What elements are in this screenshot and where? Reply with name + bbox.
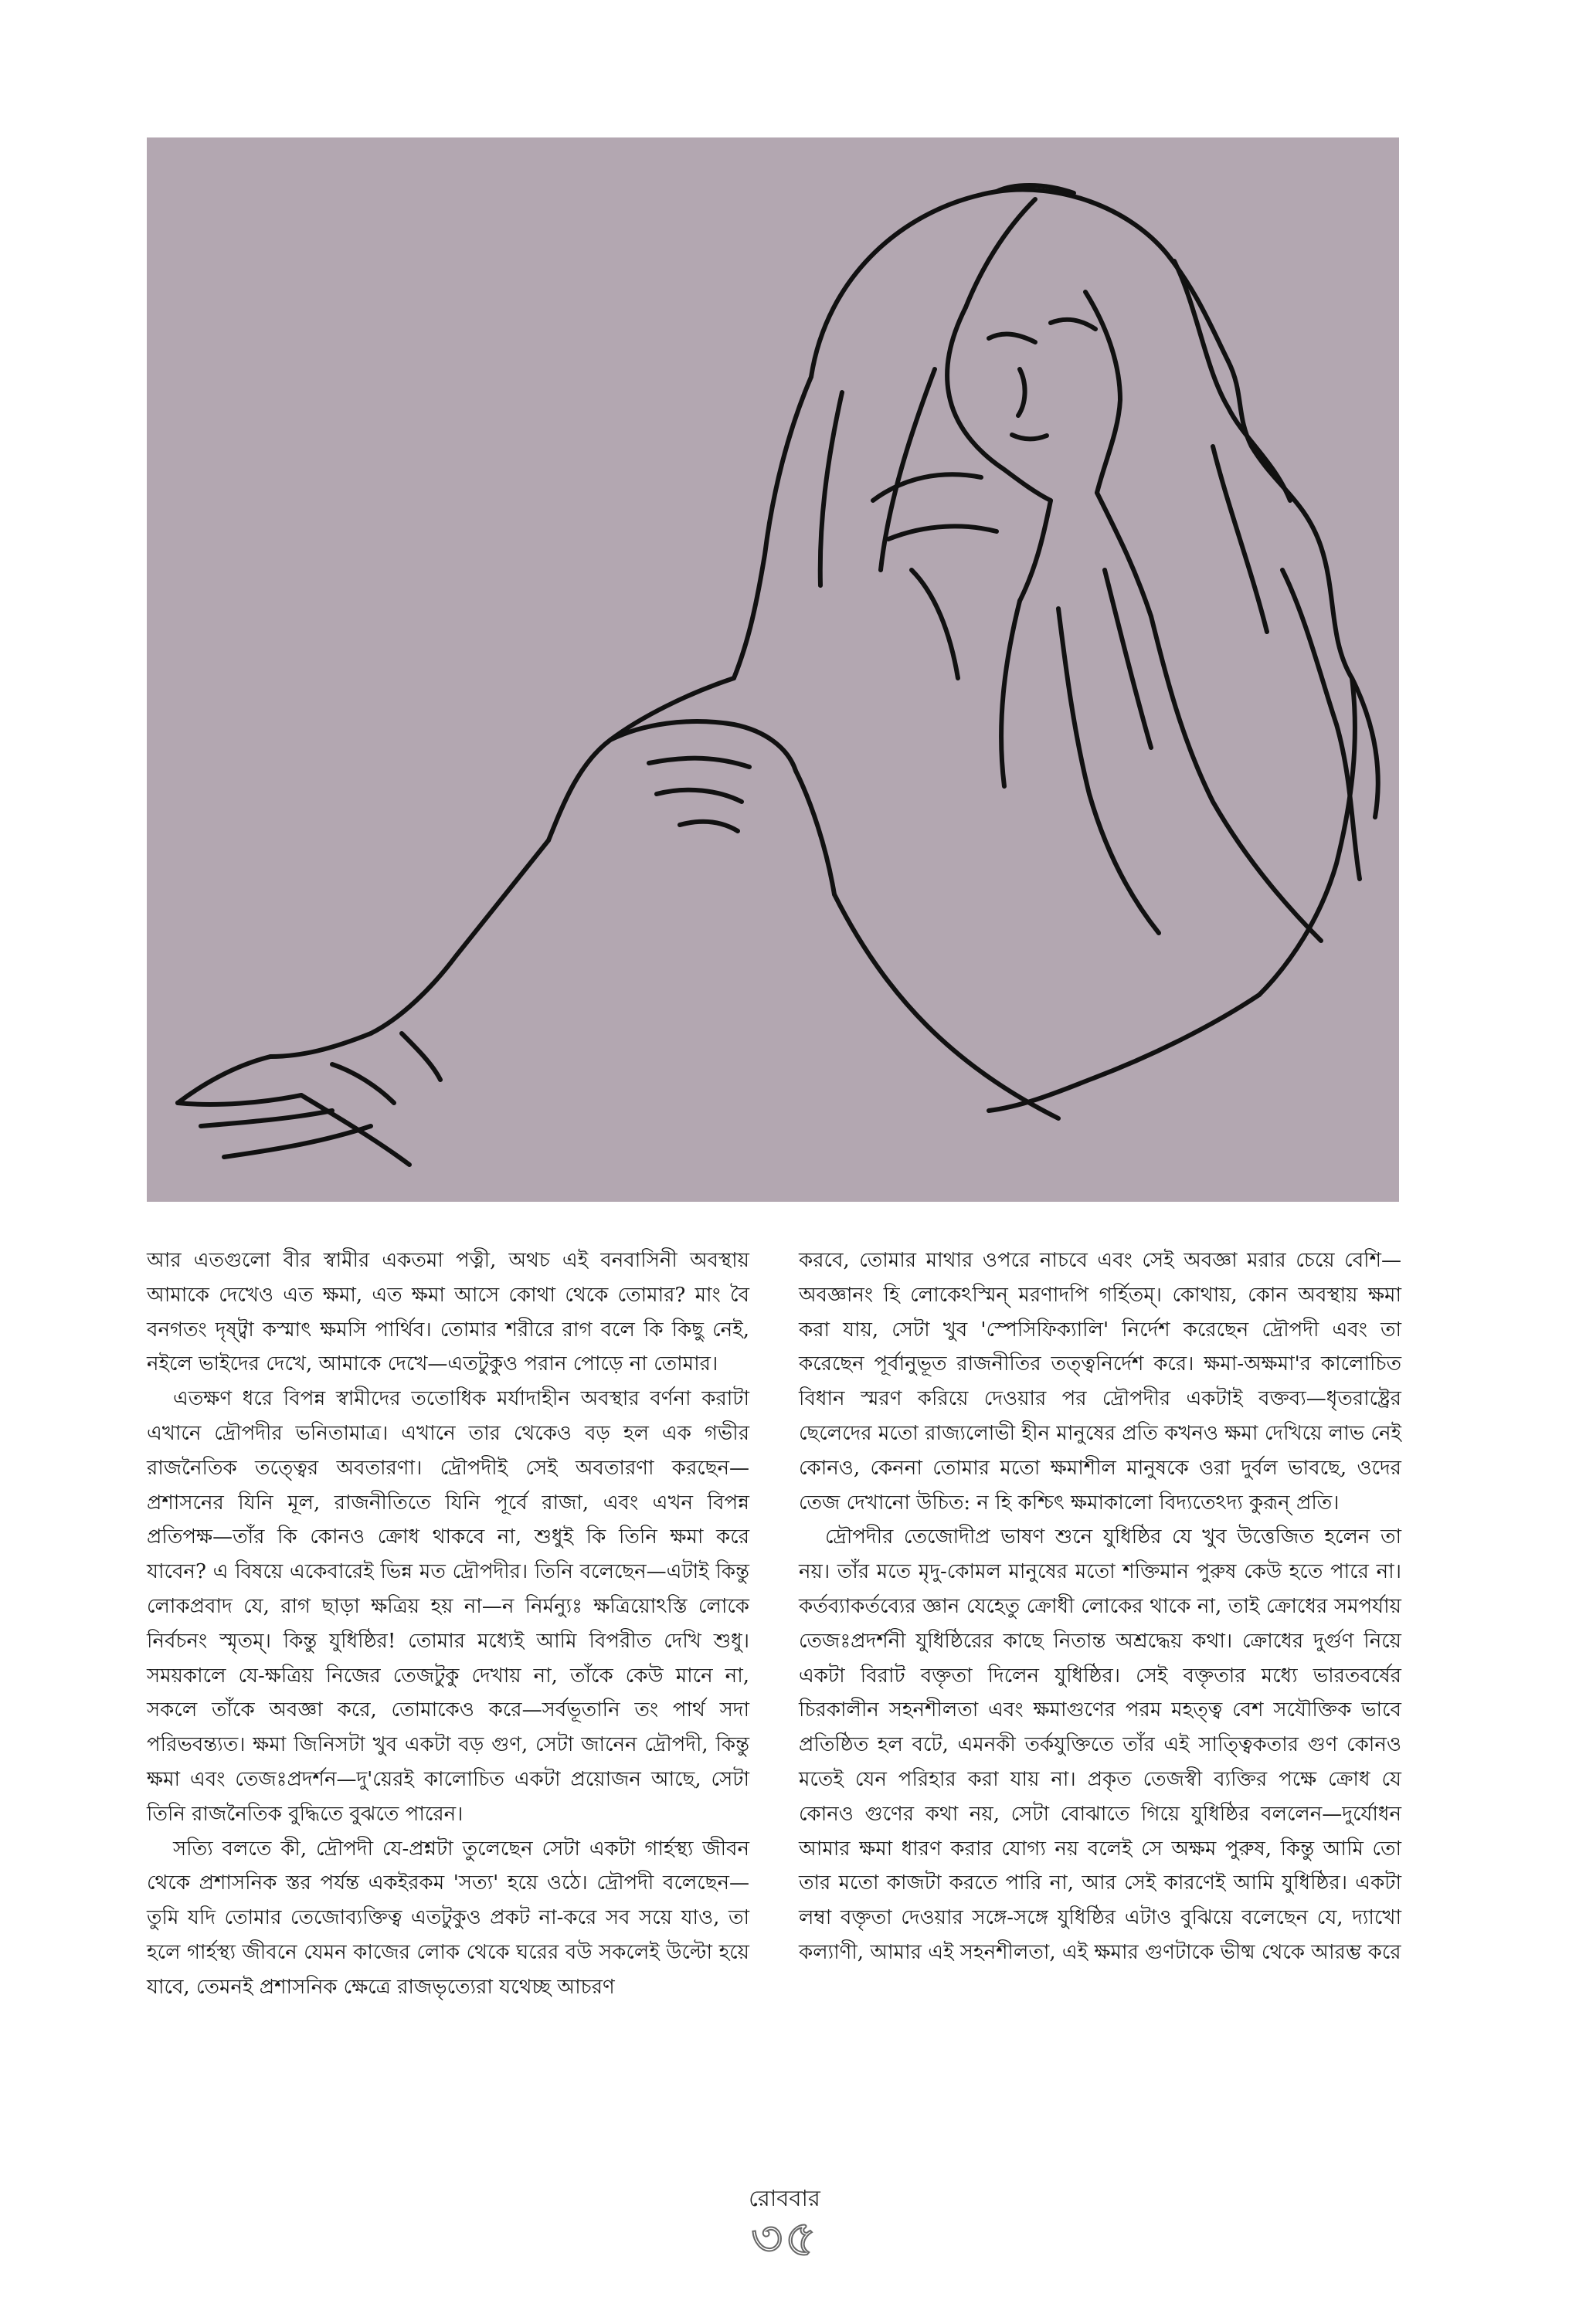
page-footer bbox=[0, 2183, 1569, 2268]
article-column-left bbox=[147, 1243, 749, 2005]
article-paragraph: করবে, তোমার মাথার ওপরে নাচবে এবং সেই অবজ্ঞা মরার চেয়ে বেশি—অবজ্ঞানং হি লোকেঽস্মিন্ মরণাদপি গর্হিতম্। কোথায়, কোন অবস্থায় ক্ষমা করা যায়, সেটা খুব 'স্পেসিফিক্যালি' নির্দেশ করেছেন দ্রৌপদী এবং তা করেছেন পূর্বানুভূত রাজনীতির তত্ত্বনির্দেশ করে। ক্ষমা-অক্ষমা'র কালোচিত বিধান স্মরণ করিয়ে দেওয়ার পর দ্রৌপদীর একটাই বক্তব্য—ধৃতরাষ্ট্রের ছেলেদের মতো রাজ্যলোভী হীন মানুষের প্রতি কখনও ক্ষমা দেখিয়ে লাভ নেই কোনও, কেননা তোমার মতো ক্ষমাশীল মানুষকে ওরা দুর্বল ভাবছে, ওদের তেজ দেখানো উচিত: ন হি কশ্চিৎ ক্ষমাকালো বিদ্যতেঽদ্য কুরূন্ প্রতি। bbox=[799, 1249, 1401, 1515]
article-paragraph: আর এতগুলো বীর স্বামীর একতমা পত্নী, অথচ এই বনবাসিনী অবস্থায় আমাকে দেখেও এত ক্ষমা, এত ক্ষমা আসে কোথা থেকে তোমার? মাং বৈ বনগতং দৃষ্ট্বা কস্মাৎ ক্ষমসি পার্থিব। তোমার শরীরে রাগ বলে কি কিছু নেই, নইলে ভাইদের দেখে, আমাকে দেখে—এতটুকুও পরান পোড়ে না তোমার। bbox=[147, 1249, 749, 1376]
woman-line-drawing bbox=[147, 137, 1399, 1202]
article-paragraph: সত্যি বলতে কী, দ্রৌপদী যে-প্রশ্নটা তুলেছেন সেটা একটা গার্হস্থ্য জীবন থেকে প্রশাসনিক স্তর পর্যন্ত একইরকম 'সত্য' হয়ে ওঠে। দ্রৌপদী বলেছেন—তুমি যদি তোমার তেজোব্যক্তিত্ব এতটুকুও প্রকট না-করে সব সয়ে যাও, তা হলে গার্হস্থ্য জীবনে যেমন কাজের লোক থেকে ঘরের বউ সকলেই উল্টো হয়ে যাবে, তেমনই প্রশাসনিক ক্ষেত্রে রাজভৃত্যেরা যথেচ্ছ আচরণ bbox=[147, 1837, 749, 1999]
article-column-right bbox=[799, 1243, 1401, 1970]
article-paragraph: দ্রৌপদীর তেজোদীপ্র ভাষণ শুনে যুধিষ্ঠির যে খুব উত্তেজিত হলেন তা নয়। তাঁর মতে মৃদু-কোমল মানুষের মতো শক্তিমান পুরুষ কেউ হতে পারে না। কর্তব্যাকর্তব্যের জ্ঞান যেহেতু ক্রোধী লোকের থাকে না, তাই ক্রোধের সমপর্যায় তেজঃপ্রদর্শনী যুধিষ্ঠিরের কাছে নিতান্ত অশ্রদ্ধেয় কথা। ক্রোধের দুর্গুণ নিয়ে একটা বিরাট বক্তৃতা দিলেন যুধিষ্ঠির। সেই বক্তৃতার মধ্যে ভারতবর্ষের চিরকালীন সহনশীলতা এবং ক্ষমাগুণের পরম মহত্ত্ব বেশ সযৌক্তিক ভাবে প্রতিষ্ঠিত হল বটে, এমনকী তর্কযুক্তিতে তাঁর এই সাত্ত্বিকতার গুণ কোনও মতেই যেন পরিহার করা যায় না। প্রকৃত তেজস্বী ব্যক্তির পক্ষে ক্রোধ যে কোনও গুণের কথা নয়, সেটা বোঝাতে গিয়ে যুধিষ্ঠির বললেন—দুর্যোধন আমার ক্ষমা ধারণ করার যোগ্য নয় বলেই সে অক্ষম পুরুষ, কিন্তু আমি তো তার মতো কাজটা করতে পারি না, আর সেই কারণেই আমি যুধিষ্ঠির। একটা লম্বা বক্তৃতা দেওয়ার সঙ্গে-সঙ্গে যুধিষ্ঠির এটাও বুঝিয়ে বলেছেন যে, দ্যাখো কল্যাণী, আমার এই সহনশীলতা, এই ক্ষমার গুণটাকে ভীষ্ম থেকে আরম্ভ করে bbox=[799, 1525, 1401, 1964]
page-number: ৩৫ bbox=[750, 2210, 819, 2268]
article-illustration bbox=[147, 137, 1399, 1202]
article-paragraph: এতক্ষণ ধরে বিপন্ন স্বামীদের ততোধিক মর্যাদাহীন অবস্থার বর্ণনা করাটা এখানে দ্রৌপদীর ভনিতামাত্র। এখানে তার থেকেও বড় হল এক গভীর রাজনৈতিক তত্ত্বের অবতারণা। দ্রৌপদীই সেই অবতারণা করছেন—প্রশাসনের যিনি মূল, রাজনীতিতে যিনি পূর্বে রাজা, এবং এখন বিপন্ন প্রতিপক্ষ—তাঁর কি কোনও ক্রোধ থাকবে না, শুধুই কি তিনি ক্ষমা করে যাবেন? এ বিষয়ে একেবারেই ভিন্ন মত দ্রৌপদীর। তিনি বলেছেন—এটাই কিন্তু লোকপ্রবাদ যে, রাগ ছাড়া ক্ষত্রিয় হয় না—ন নির্মন্যুঃ ক্ষত্রিয়োঽস্তি লোকে নির্বচনং স্মৃতম্। কিন্তু যুধিষ্ঠির! তোমার মধ্যেই আমি বিপরীত দেখি শুধু। সময়কালে যে-ক্ষত্রিয় নিজের তেজটুকু দেখায় না, তাঁকে কেউ মানে না, সকলে তাঁকে অবজ্ঞা করে, তোমাকেও করে—সর্বভূতানি তং পার্থ সদা পরিভবন্ত্যত। ক্ষমা জিনিসটা খুব একটা বড় গুণ, সেটা জানেন দ্রৌপদী, কিন্তু ক্ষমা এবং তেজঃপ্রদর্শন—দু'য়েরই কালোচিত একটা প্রয়োজন আছে, সেটা তিনি রাজনৈতিক বুদ্ধিতে বুঝতে পারেন। bbox=[147, 1387, 749, 1826]
magazine-name: রোববার bbox=[749, 2185, 820, 2211]
